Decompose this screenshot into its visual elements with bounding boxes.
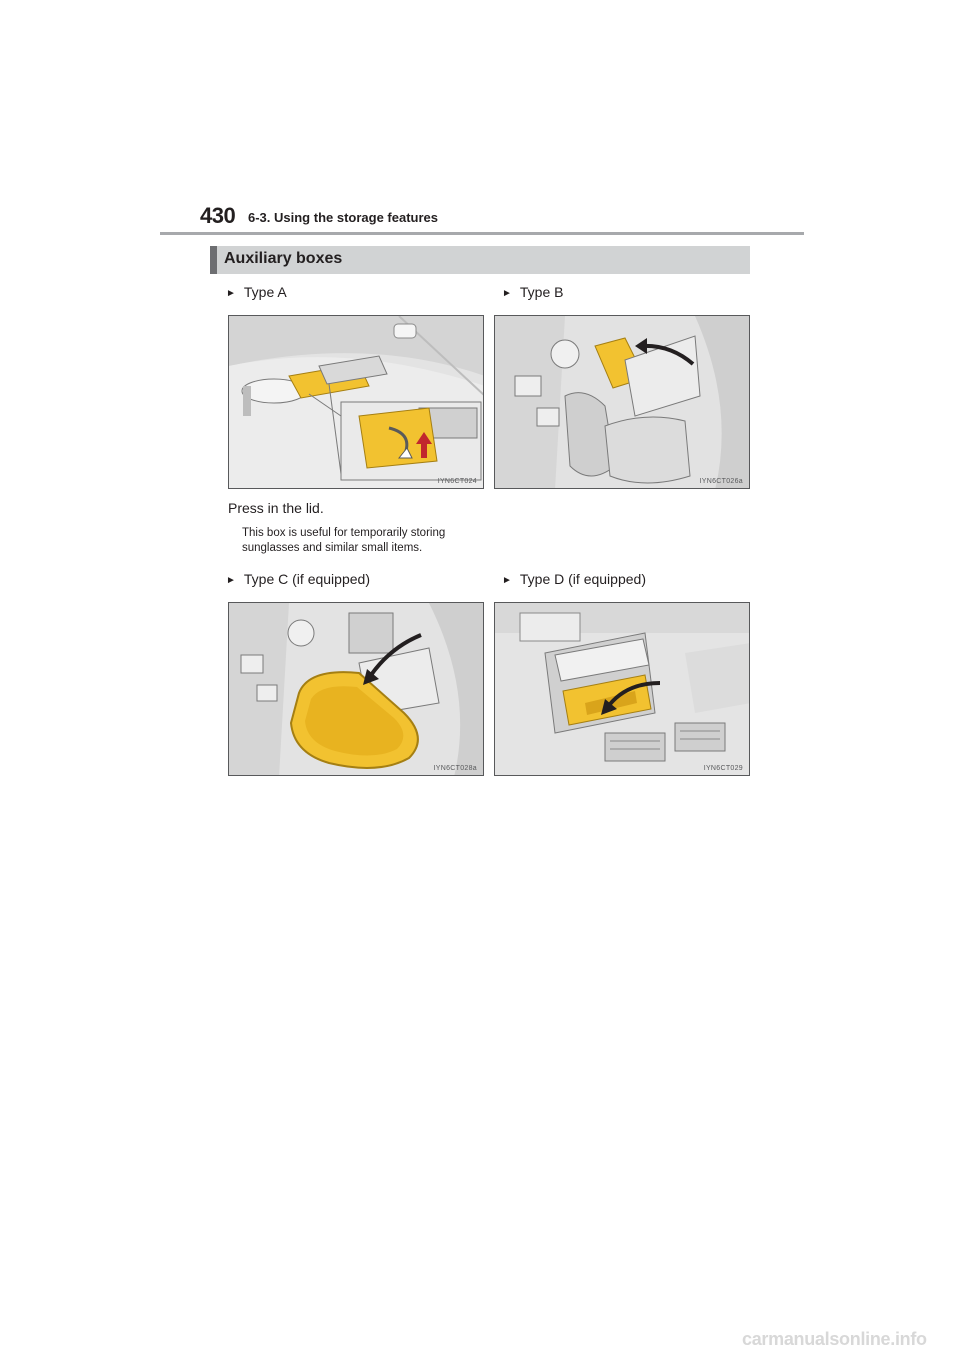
section-accent [210, 246, 217, 274]
figure-code: IYN6CT026a [699, 478, 743, 485]
center-console-illustration [495, 316, 750, 489]
figure-code: IYN6CT024 [437, 478, 477, 485]
figure-label-type-d: ► Type D (if equipped) [502, 571, 646, 587]
bullet-triangle-icon: ► [502, 288, 512, 299]
figure-type-b [494, 315, 750, 489]
dashboard-box-illustration [495, 603, 750, 776]
header-rule [160, 232, 804, 235]
running-header: 6-3. Using the storage features [248, 210, 438, 225]
figure-label-type-a: ► Type A [226, 284, 287, 300]
bullet-triangle-icon: ► [226, 575, 236, 586]
figure-code: IYN6CT028a [433, 765, 477, 772]
bullet-triangle-icon: ► [226, 288, 236, 299]
figure-code: IYN6CT029 [703, 765, 743, 772]
section-title-bar [210, 246, 750, 274]
figure-type-a [228, 315, 484, 489]
overhead-console-illustration [229, 316, 484, 489]
instruction-text: Press in the lid. [228, 500, 324, 516]
page-number: 430 [200, 203, 236, 228]
bullet-triangle-icon: ► [502, 575, 512, 586]
console-tray-illustration [229, 603, 484, 776]
footer-watermark: carmanualsonline.info [742, 1329, 927, 1349]
figure-label-type-b: ► Type B [502, 284, 564, 300]
figure-label-type-c: ► Type C (if equipped) [226, 571, 370, 587]
section-title: Auxiliary boxes [224, 250, 343, 267]
figure-type-c [228, 602, 484, 776]
note-text: This box is useful for temporarily storing sunglasses and similar small items. [242, 527, 446, 554]
figure-type-d [494, 602, 750, 776]
